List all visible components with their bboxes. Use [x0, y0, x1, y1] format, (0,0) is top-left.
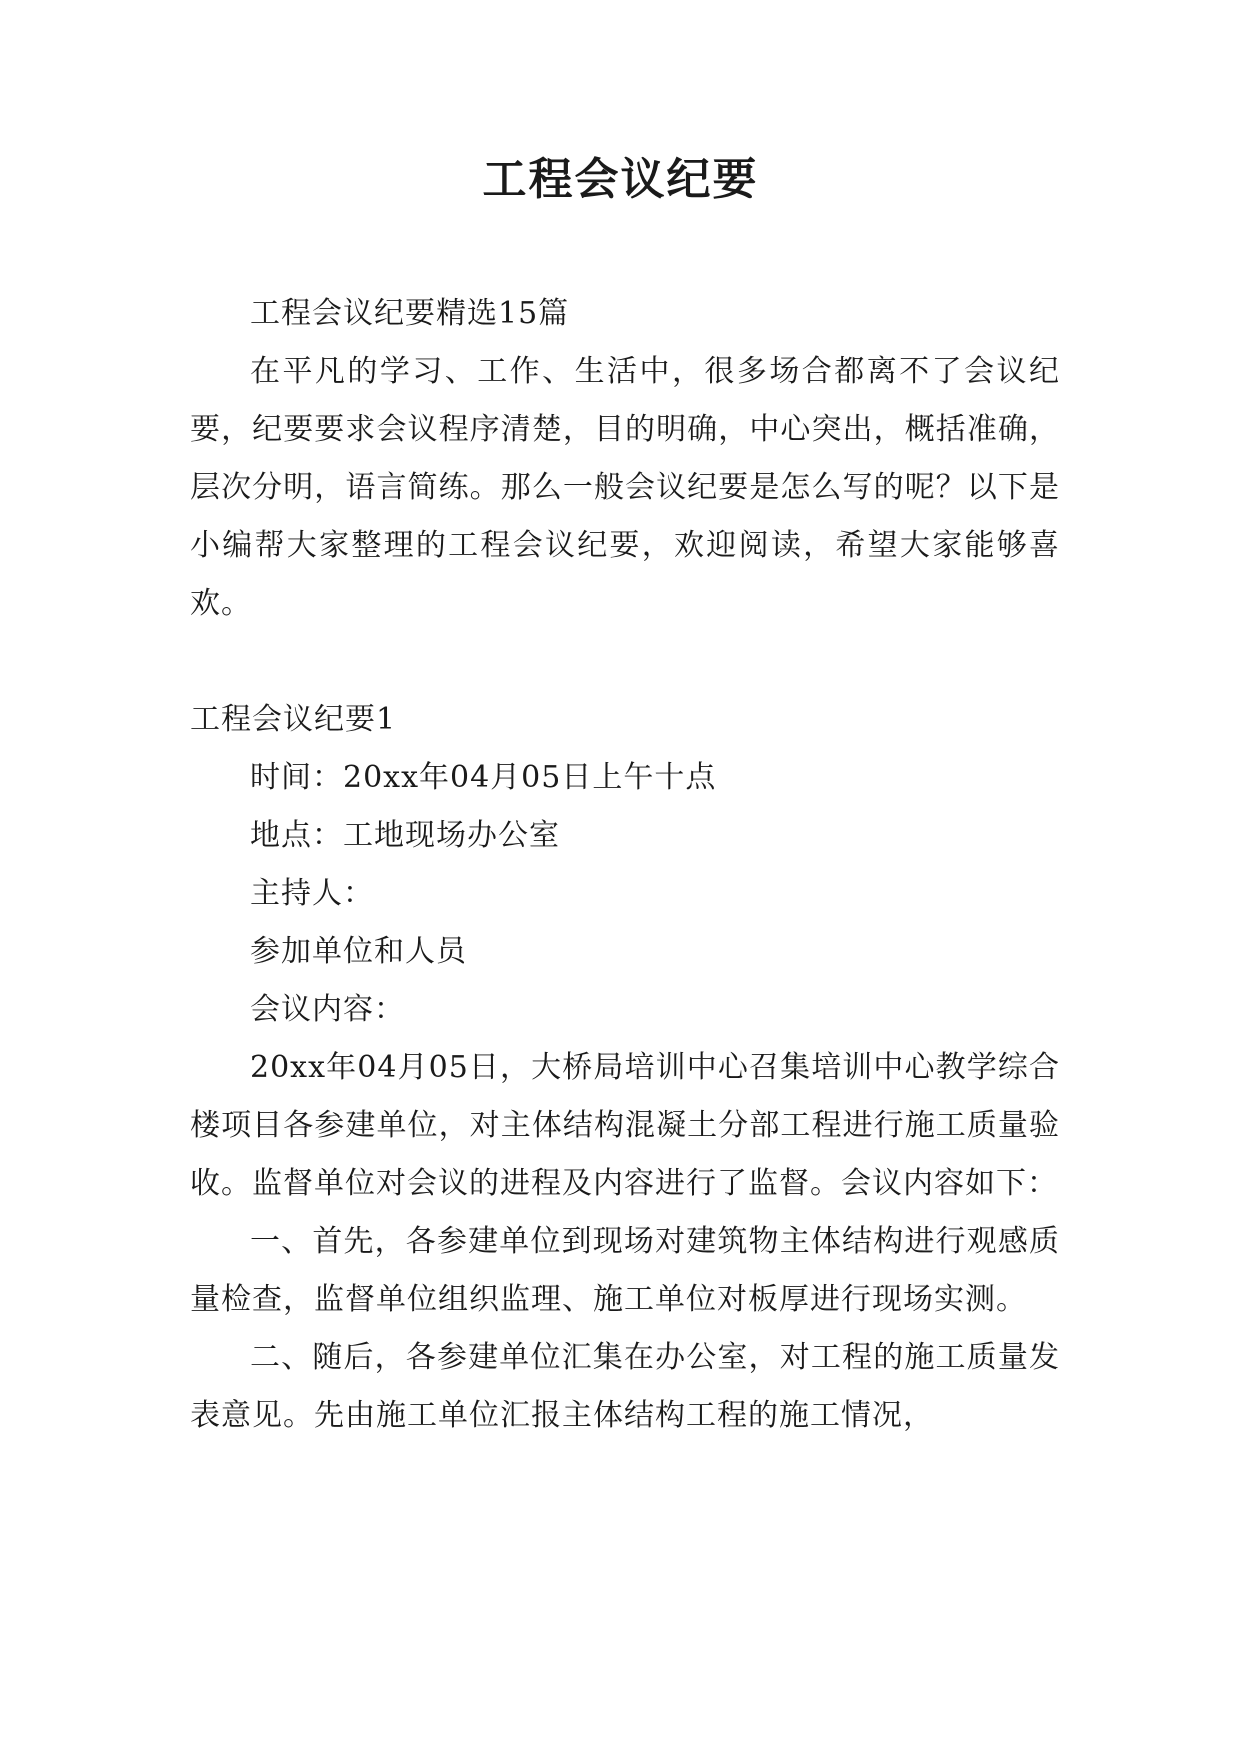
content-paragraph: 二、随后，各参建单位汇集在办公室，对工程的施工质量发表意见。先由施工单位汇报主体结构工程的施工情况， [190, 1340, 1060, 1433]
meeting-attendees: 参加单位和人员 [250, 934, 467, 969]
content-paragraph: 一、首先，各参建单位到现场对建筑物主体结构进行观感质量检查，监督单位组织监理、施工单位对板厚进行现场实测。 [190, 1224, 1060, 1317]
section-heading: 工程会议纪要1 [190, 702, 397, 737]
intro-subtitle: 工程会议纪要精选15篇 [250, 296, 570, 331]
content-paragraph: 20xx年04月05日，大桥局培训中心召集培训中心教学综合楼项目各参建单位，对主体结构混凝土分部工程进行施工质量验收。监督单位对会议的进程及内容进行了监督。会议内容如下： [190, 1050, 1060, 1201]
document-body [190, 285, 1060, 1445]
meeting-content-label: 会议内容： [250, 992, 405, 1027]
intro-paragraph: 在平凡的学习、工作、生活中，很多场合都离不了会议纪要，纪要要求会议程序清楚，目的明确，中心突出，概括准确，层次分明，语言简练。那么一般会议纪要是怎么写的呢？以下是小编帮大家整理的工程会议纪要，欢迎阅读，希望大家能够喜欢。 [190, 354, 1060, 621]
meeting-host: 主持人： [250, 876, 374, 911]
section-gap [190, 633, 1060, 691]
meeting-place: 地点：工地现场办公室 [250, 818, 560, 853]
meeting-time: 时间：20xx年04月05日上午十点 [250, 760, 717, 795]
document-title: 工程会议纪要 [482, 154, 759, 205]
